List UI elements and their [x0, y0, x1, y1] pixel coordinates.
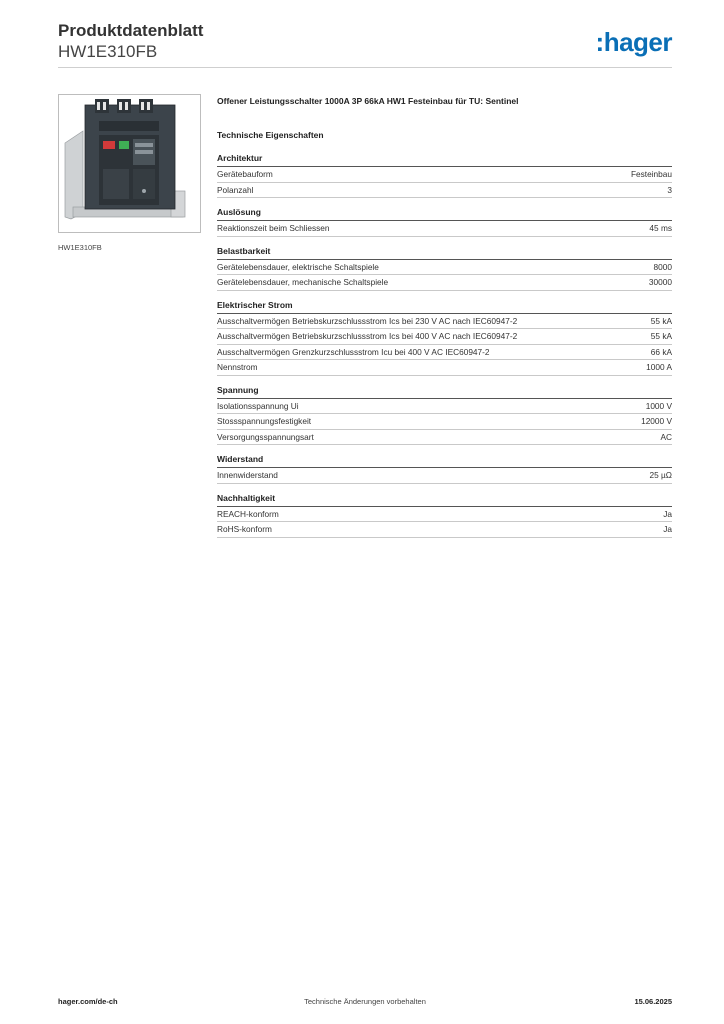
spec-groups	[217, 153, 672, 538]
spec-group-title: Widerstand	[217, 454, 672, 468]
spec-label: Innenwiderstand	[217, 470, 278, 480]
spec-group	[217, 153, 672, 198]
spec-value: 55 kA	[650, 331, 672, 341]
circuit-breaker-illustration	[59, 95, 200, 232]
product-code: HW1E310FB	[58, 42, 158, 61]
spec-value: Festeinbau	[630, 169, 672, 179]
spec-value: 30000	[648, 277, 672, 287]
product-description: Offener Leistungsschalter 1000A 3P 66kA HW1 Festeinbau für TU: Sentinel	[217, 96, 519, 106]
product-image	[58, 94, 201, 233]
spec-group	[217, 454, 672, 484]
spec-group	[217, 246, 672, 291]
spec-content	[217, 96, 672, 547]
spec-row	[217, 183, 672, 199]
spec-group	[217, 207, 672, 237]
spec-row	[217, 345, 672, 361]
spec-row	[217, 329, 672, 345]
spec-group-title: Auslösung	[217, 207, 672, 221]
specs-heading: Technische Eigenschaften	[217, 130, 324, 140]
spec-row	[217, 414, 672, 430]
spec-label: Isolationsspannung Ui	[217, 400, 299, 411]
spec-label: Reaktionszeit beim Schliessen	[217, 223, 330, 233]
spec-label: Nennstrom	[217, 362, 258, 372]
spec-row	[217, 430, 672, 446]
spec-label: Ausschaltvermögen Betriebskurzschlussstrom Ics bei 230 V AC nach IEC60947-2	[217, 315, 518, 326]
spec-value: 1000 V	[645, 400, 672, 411]
spec-group-title: Nachhaltigkeit	[217, 493, 672, 507]
spec-label: Ausschaltvermögen Grenzkurzschlussstrom Icu bei 400 V AC IEC60947-2	[217, 346, 490, 357]
spec-group-title: Spannung	[217, 385, 672, 399]
spec-value: 25 µΩ	[649, 470, 672, 480]
document-header	[58, 20, 203, 62]
spec-value: 45 ms	[649, 223, 672, 233]
spec-label: Stossspannungsfestigkeit	[217, 416, 312, 426]
spec-label: Gerätelebensdauer, mechanische Schaltspiele	[217, 277, 389, 287]
spec-label: Gerätebauform	[217, 169, 273, 179]
spec-group-title: Architektur	[217, 153, 672, 167]
spec-label: RoHS-konform	[217, 524, 272, 534]
product-image-caption: HW1E310FB	[58, 243, 102, 252]
spec-value: Ja	[663, 524, 672, 534]
spec-value: 8000	[653, 261, 672, 272]
spec-row	[217, 522, 672, 538]
spec-label: Versorgungsspannungsart	[217, 431, 314, 442]
header-divider	[58, 67, 672, 68]
spec-group	[217, 300, 672, 376]
spec-row	[217, 507, 672, 523]
spec-row	[217, 221, 672, 237]
spec-value: Ja	[663, 508, 672, 519]
spec-row	[217, 399, 672, 415]
hager-logo: :hager	[595, 27, 672, 57]
spec-row	[217, 275, 672, 291]
spec-value: 1000 A	[646, 362, 672, 372]
spec-row	[217, 360, 672, 376]
page-title: Produktdatenblatt	[58, 21, 204, 40]
spec-group-title: Elektrischer Strom	[217, 300, 672, 314]
spec-value: 3	[667, 184, 672, 195]
spec-value: 12000 V	[641, 416, 672, 426]
spec-value: AC	[660, 431, 672, 442]
spec-label: Polanzahl	[217, 184, 254, 195]
footer-date: 15.06.2025	[634, 997, 672, 1006]
spec-row	[217, 314, 672, 330]
spec-label: REACH-konform	[217, 508, 279, 519]
footer-website: hager.com/de-ch	[58, 997, 118, 1006]
spec-label: Ausschaltvermögen Betriebskurzschlussstrom Ics bei 400 V AC nach IEC60947-2	[217, 331, 518, 341]
spec-group	[217, 385, 672, 446]
footer-notice: Technische Änderungen vorbehalten	[304, 997, 426, 1006]
spec-group-title: Belastbarkeit	[217, 246, 672, 260]
spec-row	[217, 468, 672, 484]
spec-label: Gerätelebensdauer, elektrische Schaltspiele	[217, 261, 379, 272]
spec-value: 66 kA	[650, 346, 672, 357]
spec-row	[217, 167, 672, 183]
spec-group	[217, 493, 672, 538]
spec-value: 55 kA	[650, 315, 672, 326]
spec-row	[217, 260, 672, 276]
